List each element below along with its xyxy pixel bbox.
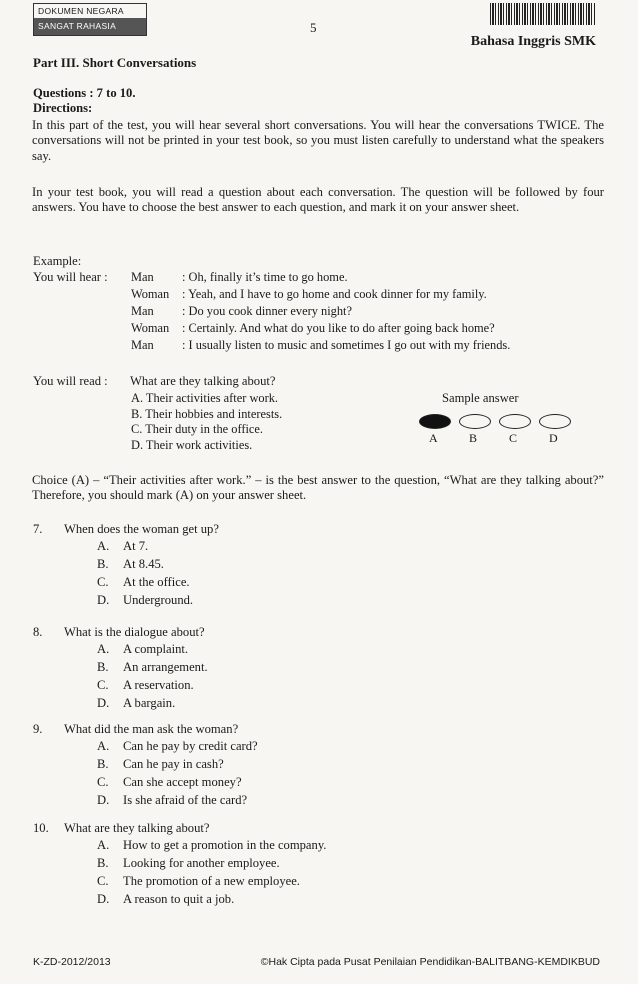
option-text: A complaint. (123, 642, 189, 656)
dialogue-line: : Certainly. And what do you like to do after going back home? (182, 321, 495, 335)
answer-option (97, 892, 234, 907)
answer-option (97, 874, 300, 889)
option-letter: B. (97, 856, 109, 870)
option-letter: A. (97, 838, 110, 852)
dialogue-line: : Yeah, and I have to go home and cook dinner for my family. (182, 287, 487, 301)
option-letter: C. (97, 775, 109, 789)
dialogue-speaker: Man (131, 338, 154, 352)
dialogue-speaker: Woman (131, 287, 170, 301)
question-text: When does the woman get up? (64, 522, 219, 536)
answer-option (97, 557, 164, 572)
option-letter: B. (97, 557, 109, 571)
option-text: A reason to quit a job. (123, 892, 235, 906)
option-text: Can she accept money? (123, 775, 242, 789)
dialogue-speaker: Man (131, 304, 154, 318)
question-number: 9. (33, 722, 43, 736)
dialogue-line: : Do you cook dinner every night? (182, 304, 352, 318)
answer-option (97, 593, 193, 608)
answer-option (97, 793, 247, 808)
example-question: What are they talking about? (130, 374, 276, 388)
option-letter: D. (97, 593, 110, 607)
example-option: B. Their hobbies and interests. (131, 406, 283, 421)
option-text: At the office. (123, 575, 190, 589)
example-label: Example: (33, 254, 82, 268)
answer-option (97, 856, 280, 871)
option-text: Underground. (123, 593, 194, 607)
read-label: You will read : (33, 374, 108, 388)
option-letter: B. (97, 757, 109, 771)
dialogue-speaker: Woman (131, 321, 170, 335)
part-title: Part III. Short Conversations (33, 55, 197, 70)
option-text: Looking for another employee. (123, 856, 280, 870)
answer-bubble (419, 414, 451, 429)
option-text: At 7. (123, 539, 149, 553)
example-option: A. Their activities after work. (131, 391, 279, 405)
document-classification-box (33, 3, 147, 36)
question-number: 8. (33, 625, 43, 639)
footer-code: K-ZD-2012/2013 (33, 956, 111, 968)
answer-option (97, 678, 194, 693)
barcode-icon (490, 3, 595, 25)
answer-option (97, 775, 242, 790)
answer-bubble (459, 414, 491, 429)
answer-option (97, 660, 208, 675)
option-text: A reservation. (123, 678, 194, 692)
questions-range: Questions : 7 to 10. (33, 86, 136, 100)
answer-option (97, 838, 326, 853)
option-letter: C. (97, 575, 109, 589)
option-letter: A. (97, 539, 110, 553)
option-letter: D. (97, 892, 110, 906)
answer-option (97, 739, 258, 754)
doc-label: DOKUMEN NEGARA (38, 6, 124, 16)
dialogue-speaker: Man (131, 270, 154, 284)
option-text: At 8.45. (123, 557, 164, 571)
directions-paragraph-1: In this part of the test, you will hear several short conversations. You will hear the conversations TWICE. The conversations will not be printed in your test book, so you must listen carefully to understand what the speakers say. (32, 118, 604, 163)
answer-option (97, 575, 190, 590)
question-text: What is the dialogue about? (64, 625, 205, 639)
answer-option (97, 642, 188, 657)
dialogue-line: : Oh, finally it’s time to go home. (182, 270, 348, 284)
option-text: The promotion of a new employee. (123, 874, 300, 888)
choice-explanation: Choice (A) – “Their activities after work.” – is the best answer to the question, “What are they talking about?” Therefore, you should mark (A) on your answer sheet. (32, 473, 604, 503)
answer-bubble-letter: A (429, 431, 438, 445)
page-number: 5 (310, 20, 317, 35)
answer-bubble-letter: C (509, 431, 518, 445)
option-letter: C. (97, 874, 109, 888)
option-text: How to get a promotion in the company. (123, 838, 327, 852)
subject-title: Bahasa Inggris SMK (470, 34, 596, 49)
option-letter: D. (97, 793, 110, 807)
option-text: Can he pay in cash? (123, 757, 224, 771)
example-option: C. Their duty in the office. (131, 422, 264, 436)
answer-option (97, 539, 148, 554)
answer-bubble-letter: D (549, 431, 558, 445)
option-text: Is she afraid of the card? (123, 793, 248, 807)
option-letter: A. (97, 642, 110, 656)
example-option: D. Their work activities. (131, 437, 253, 452)
directions-paragraph-2: In your test book, you will read a question about each conversation. The question will be followed by four answers. You have to choose the best answer to each question, and mark it on your answer sheet. (32, 185, 604, 215)
answer-bubble-letter: B (469, 431, 478, 445)
secret-label: SANGAT RAHASIA (34, 18, 146, 34)
answer-bubble (499, 414, 531, 429)
question-text: What are they talking about? (64, 821, 210, 835)
answer-bubble (539, 414, 571, 429)
option-text: Can he pay by credit card? (123, 739, 258, 753)
option-letter: C. (97, 678, 109, 692)
directions-label: Directions: (33, 101, 93, 115)
question-number: 7. (33, 522, 43, 536)
dialogue-line: : I usually listen to music and sometimes I go out with my friends. (182, 338, 511, 352)
footer-copyright: ©Hak Cipta pada Pusat Penilaian Pendidikan-BALITBANG-KEMDIKBUD (260, 956, 600, 968)
question-text: What did the man ask the woman? (64, 722, 239, 736)
hear-label: You will hear : (33, 270, 108, 284)
answer-option (97, 757, 224, 772)
answer-option (97, 696, 175, 711)
option-letter: B. (97, 660, 109, 674)
option-text: A bargain. (123, 696, 176, 710)
option-text: An arrangement. (123, 660, 208, 674)
question-number: 10. (33, 821, 49, 835)
sample-answer-label: Sample answer (442, 391, 519, 405)
option-letter: A. (97, 739, 110, 753)
option-letter: D. (97, 696, 110, 710)
